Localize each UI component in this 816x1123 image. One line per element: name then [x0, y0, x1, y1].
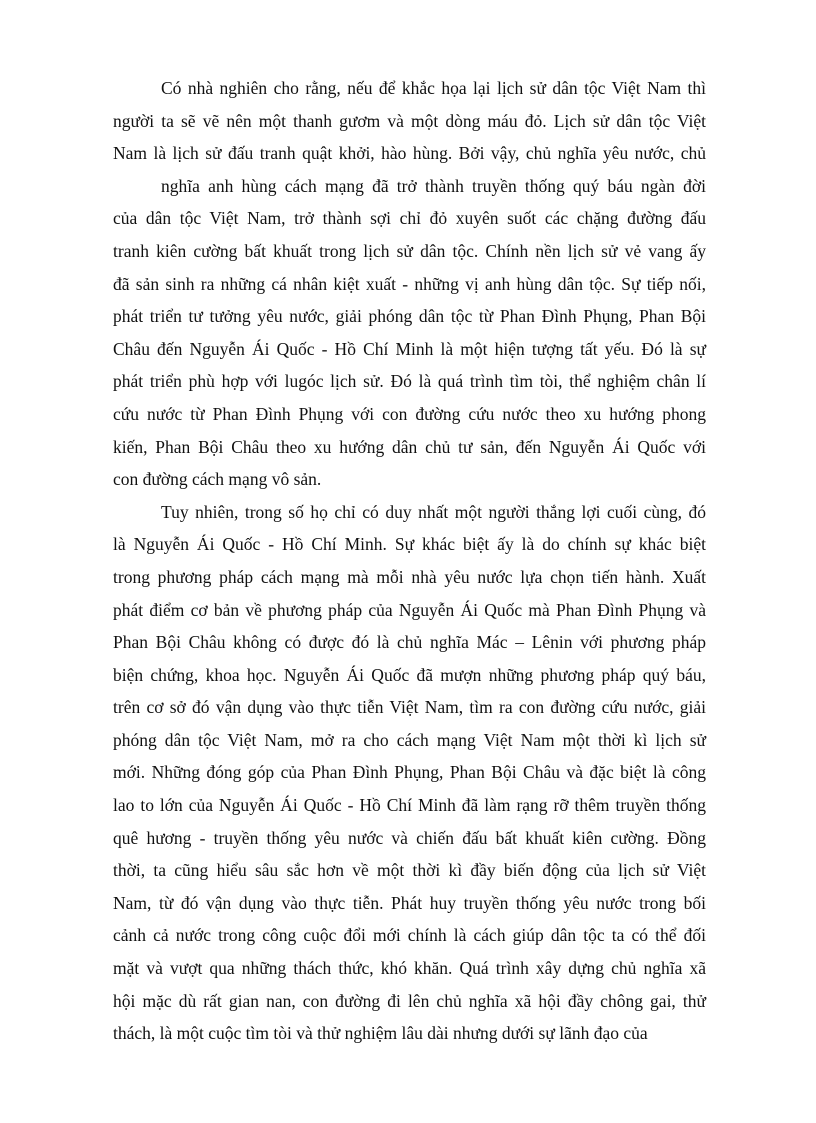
text-line: phóng dân tộc Việt Nam, mở ra cho cách mạng Việt Nam một thời kì lịch sử: [113, 729, 706, 750]
text-line: thách, là một cuộc tìm tòi và thử nghiệm lâu dài nhưng dưới sự lãnh đạo của: [113, 1023, 648, 1044]
text-line: là Nguyễn Ái Quốc - Hồ Chí Minh. Sự khác biệt ấy là do chính sự khác biệt: [113, 534, 706, 555]
text-line: phát triển tư tưởng yêu nước, giải phóng dân tộc từ Phan Đình Phụng, Phan Bội: [113, 306, 706, 327]
text-line: tranh kiên cường bất khuất trong lịch sử dân tộc. Chính nền lịch sử vẻ vang ấy: [113, 240, 706, 261]
text-line: Nam, từ đó vận dụng vào thực tiễn. Phát huy truyền thống yêu nước trong bối: [113, 892, 706, 913]
text-line: trong phương pháp cách mạng mà mỗi nhà yêu nước lựa chọn tiến hành. Xuất: [113, 566, 706, 587]
text-line: Có nhà nghiên cho rằng, nếu để khắc họa lại lịch sử dân tộc Việt Nam thì: [161, 78, 706, 98]
text-line: phát triển phù hợp với lugóc lịch sử. Đó là quá trình tìm tòi, thể nghiệm chân lí: [113, 371, 706, 392]
text-line: phát điểm cơ bản về phương pháp của Nguyễn Ái Quốc mà Phan Đình Phụng và: [113, 599, 706, 620]
text-line: nghĩa anh hùng cách mạng đã trở thành truyền thống quý báu ngàn đời: [161, 175, 706, 196]
text-line: của dân tộc Việt Nam, trở thành sợi chỉ đỏ xuyên suốt các chặng đường đấu: [113, 208, 706, 229]
text-line: hội mặc dù rất gian nan, con đường đi lên chủ nghĩa xã hội đầy chông gai, thử: [113, 990, 706, 1011]
text-line: người ta sẽ vẽ nên một thanh gươm và một dòng máu đỏ. Lịch sử dân tộc Việt: [113, 110, 706, 131]
text-line: Phan Bội Châu không có được đó là chủ nghĩa Mác – Lênin với phương pháp: [113, 632, 706, 653]
text-line: Tuy nhiên, trong số họ chỉ có duy nhất một người thắng lợi cuối cùng, đó: [161, 501, 706, 522]
text-line: cứu nước từ Phan Đình Phụng với con đường cứu nước theo xu hướng phong: [113, 403, 706, 424]
text-line: con đường cách mạng vô sản.: [113, 469, 322, 490]
text-line: quê hương - truyền thống yêu nước và chiến đấu bất khuất kiên cường. Đồng: [113, 827, 706, 848]
document-body: [113, 72, 706, 1050]
text-line: Châu đến Nguyễn Ái Quốc - Hồ Chí Minh là một hiện tượng tất yếu. Đó là sự: [113, 338, 706, 359]
text-line: mới. Những đóng góp của Phan Đình Phụng, Phan Bội Châu và đặc biệt là công: [113, 762, 706, 783]
text-line: thời, ta cũng hiểu sâu sắc hơn về một thời kì đầy biến động của lịch sử Việt: [113, 860, 706, 881]
text-line: mặt và vượt qua những thách thức, khó khăn. Quá trình xây dựng chủ nghĩa xã: [113, 958, 706, 979]
text-line: cảnh cả nước trong công cuộc đổi mới chính là cách giúp dân tộc ta có thể đối: [113, 925, 706, 946]
text-line: biện chứng, khoa học. Nguyễn Ái Quốc đã mượn những phương pháp quý báu,: [113, 664, 706, 685]
text-line: đã sản sinh ra những cá nhân kiệt xuất - những vị anh hùng dân tộc. Sự tiếp nối,: [113, 273, 706, 294]
text-line: Nam là lịch sử đấu tranh quật khởi, hào hùng. Bởi vậy, chủ nghĩa yêu nước, chủ: [113, 143, 706, 164]
text-line: trên cơ sở đó vận dụng vào thực tiễn Việt Nam, tìm ra con đường cứu nước, giải: [113, 697, 706, 718]
text-line: lao to lớn của Nguyễn Ái Quốc - Hồ Chí Minh đã làm rạng rỡ thêm truyền thống: [113, 795, 706, 816]
text-line: kiến, Phan Bội Châu theo xu hướng dân chủ tư sản, đến Nguyễn Ái Quốc với: [113, 436, 706, 457]
